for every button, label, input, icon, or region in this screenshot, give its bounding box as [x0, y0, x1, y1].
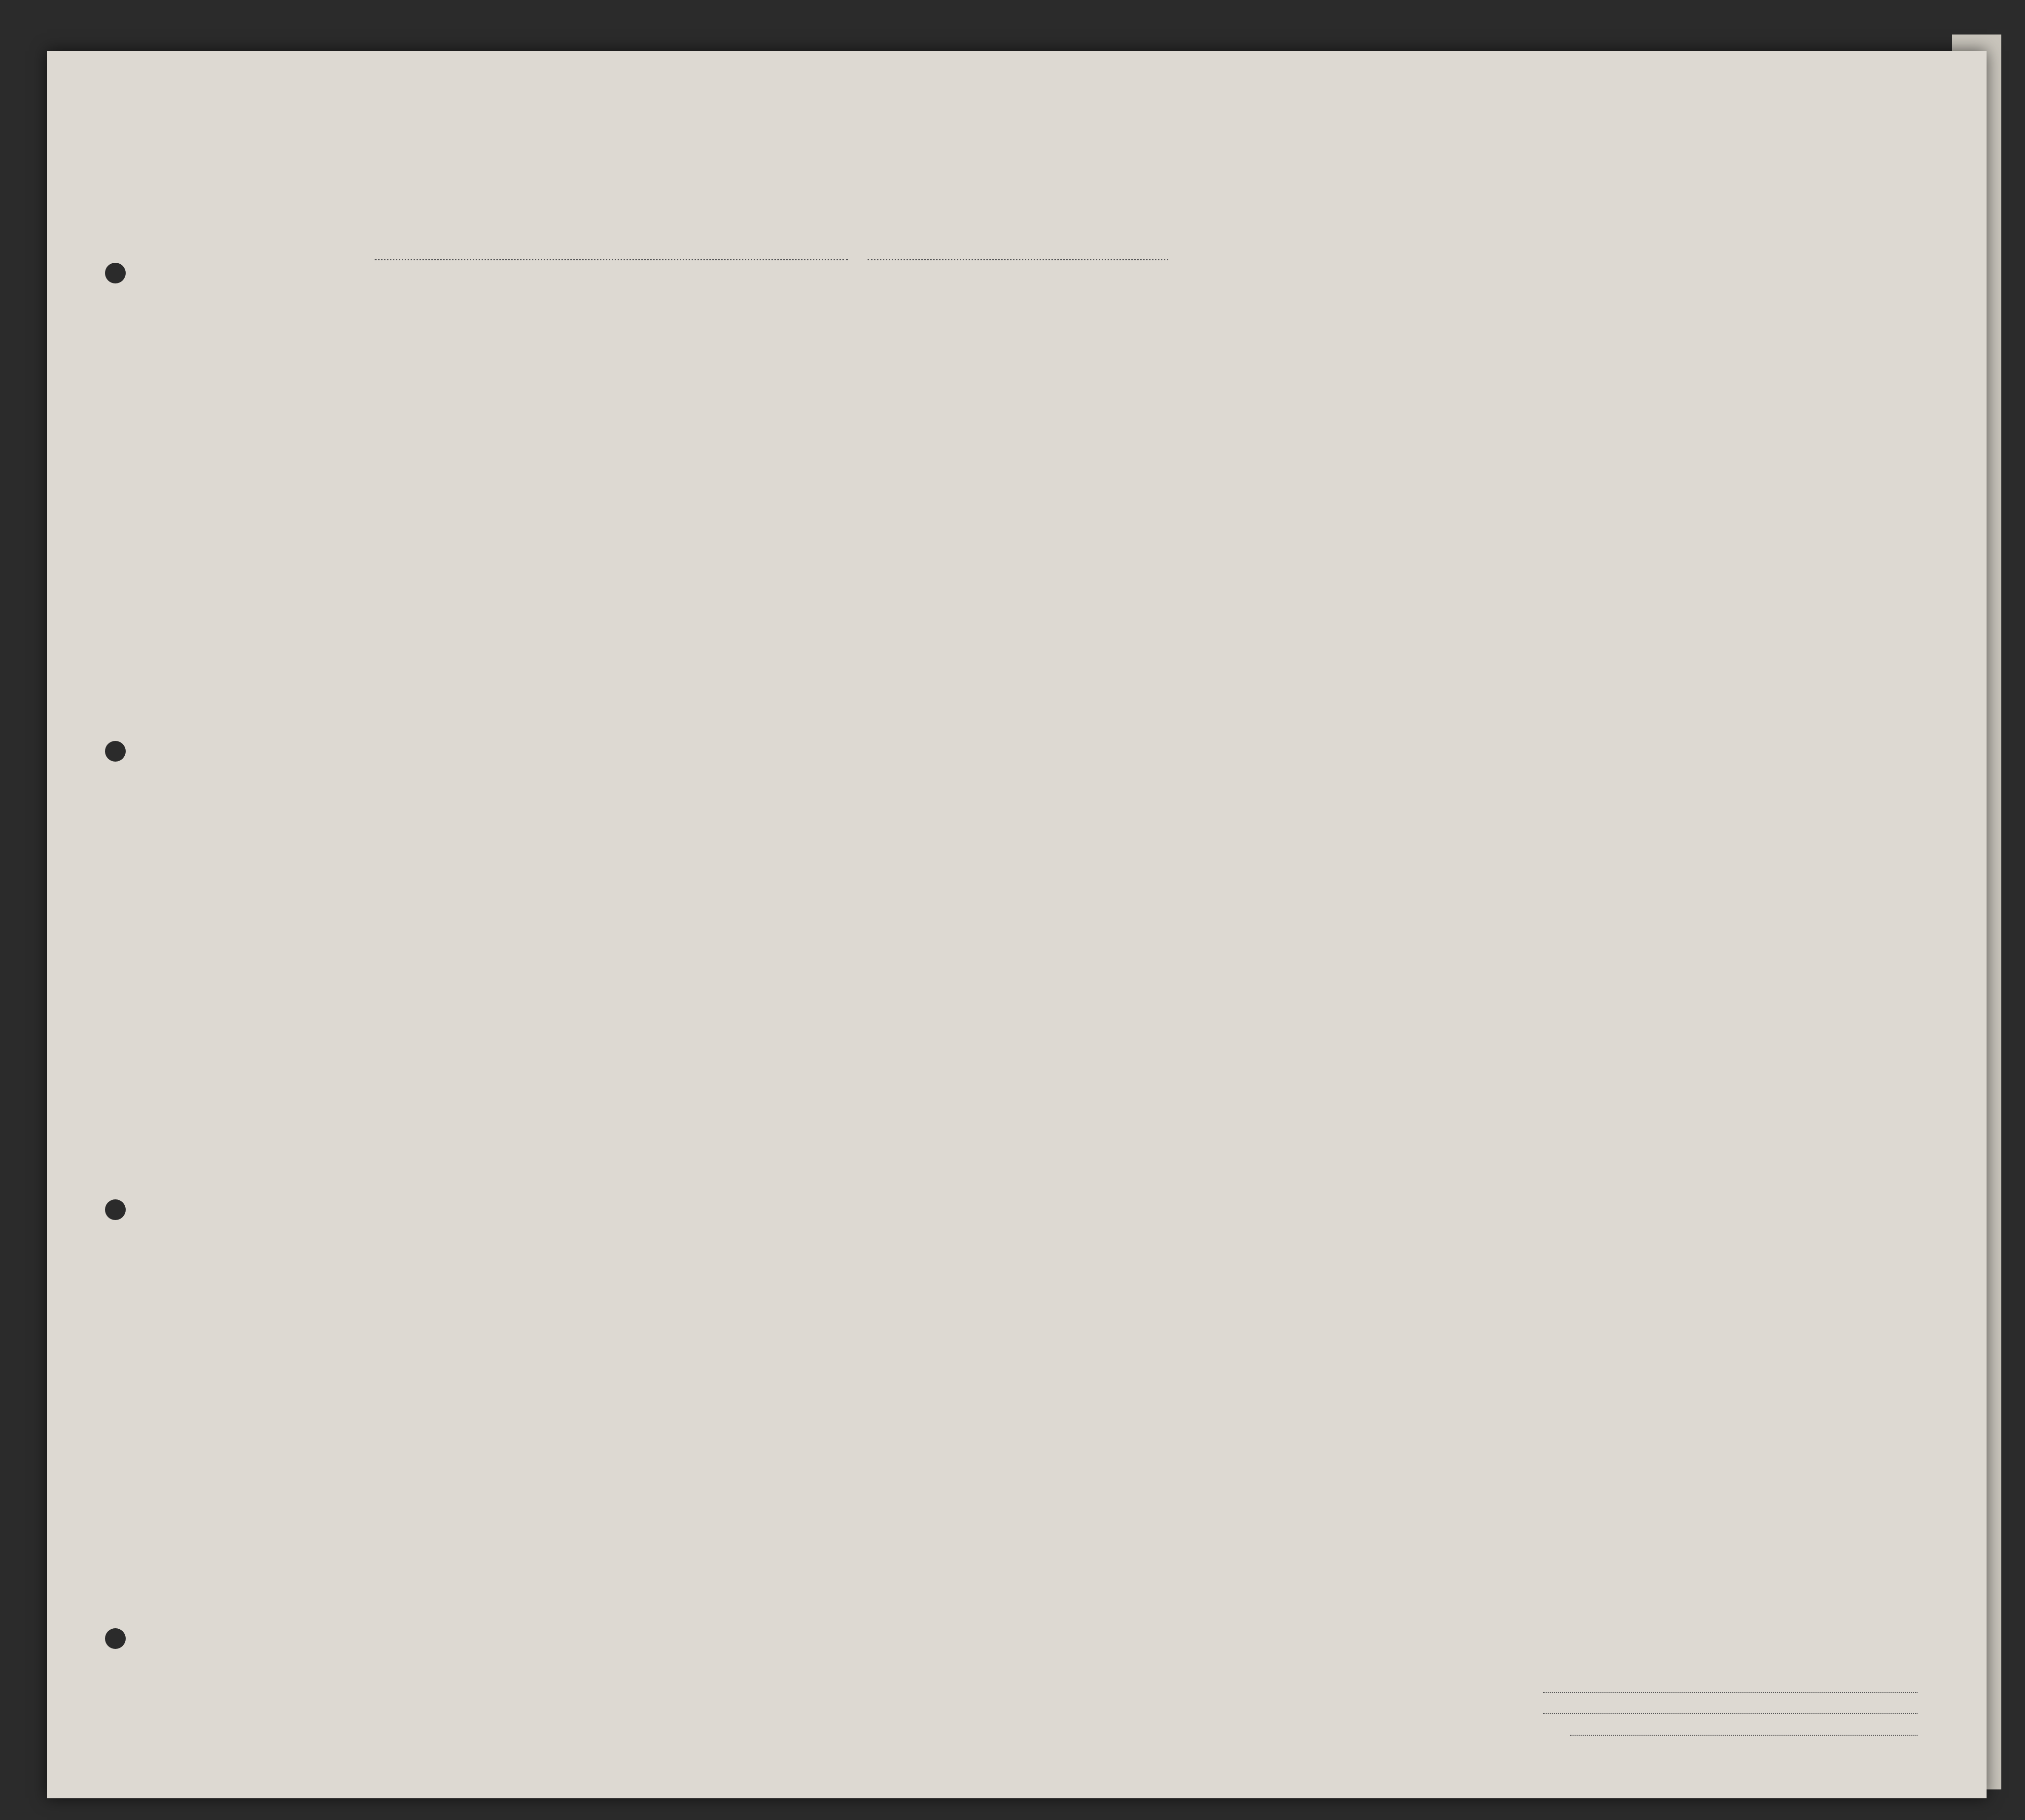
- col-label: [1341, 325, 1361, 454]
- col-label: [578, 325, 598, 454]
- signature-line: [1543, 1692, 1918, 1693]
- col-label: [1426, 325, 1456, 454]
- signature-line: [1570, 1735, 1918, 1736]
- col-label: [1455, 325, 1475, 454]
- col-label: [1315, 325, 1334, 454]
- signature-line: [1543, 1713, 1918, 1714]
- col-label: [1481, 325, 1501, 454]
- col-label: [705, 323, 725, 456]
- col-label-sub: [1651, 382, 1666, 441]
- col-label: [1380, 325, 1410, 454]
- col-label-sub: [1632, 382, 1646, 441]
- col-label: [1279, 325, 1299, 454]
